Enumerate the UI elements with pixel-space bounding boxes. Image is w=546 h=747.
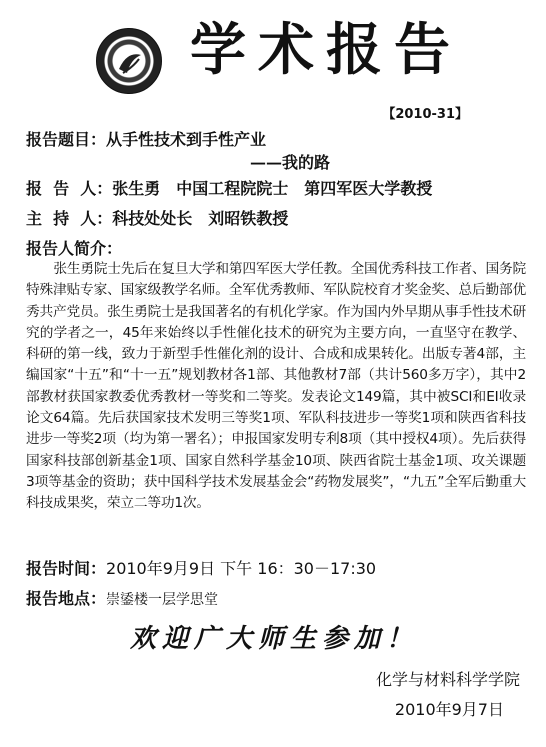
- time-value: 2010年9月9日 下午 16：30－17:30: [106, 559, 377, 578]
- host-value: 科技处处长 刘昭铁教授: [112, 209, 289, 228]
- issue-date: 2010年9月7日: [394, 700, 504, 719]
- speaker-label: 报 告 人：: [26, 179, 113, 198]
- speaker-value: 张生勇 中国工程院院士 第四军医大学教授: [112, 179, 433, 198]
- place-row: [26, 586, 218, 609]
- topic-subtitle: ——我的路: [250, 153, 331, 172]
- invitation-text: 欢迎广大师生参加！: [130, 624, 419, 654]
- bio-text: 张生勇院士先后在复旦大学和第四军医大学任教。全国优秀科技工作者、国务院特殊津贴专家、国家级教学名师。全军优秀教师、军队院校育才奖金奖、总后勤部优秀共产党员。张生勇院士是我国著名的有机化学家。作为国内外早期从事手性技术研究的学者之一，45年来始终以手性催化技术的研究为主要方向，一直坚守在教学、科研的第一线，致力于新型手性催化剂的设计、合成和成果转化。出版专著4部，主编国家“十五”和“十一五”规划教材各1部、其他教材7部（共计560多万字），其中2部教材获国家教委优秀教材一等奖和二等奖。发表论文149篇，其中被SCI和EI收录论文64篇。先后获国家技术发明三等奖1项、军队科技进步一等奖1项和陕西省科技进步一等奖2项（均为第一署名）；申报国家发明专利8项（其中授权4项）。先后获得国家科技部创新基金1项、国家自然科学基金10项、陕西省院士基金1项、攻关课题3项等基金的资助；获中国科学技术发展基金会“药物发展奖”，“九五”全军后勤重大科技成果奖，荣立二等功1次。: [26, 261, 526, 512]
- host-label: 主 持 人：: [26, 209, 113, 228]
- topic-row: [26, 127, 266, 150]
- time-label: 报告时间：: [26, 559, 107, 578]
- time-row: [26, 556, 376, 579]
- topic-value: 从手性技术到手性产业: [106, 130, 267, 149]
- page-title: 学术报告: [190, 17, 462, 83]
- seal-emblem: [97, 29, 161, 93]
- topic-label: 报告题目：: [26, 130, 107, 149]
- bio-heading: 报告人简介：: [26, 239, 123, 258]
- place-value: 崇鋈楼一层学思堂: [106, 592, 219, 608]
- university-seal-icon: [96, 28, 162, 94]
- place-label: 报告地点：: [26, 589, 107, 608]
- organizer: 化学与材料科学学院: [375, 670, 520, 689]
- speaker-row: [26, 176, 432, 199]
- host-row: [26, 206, 288, 229]
- report-number: 【2010-31】: [382, 107, 468, 122]
